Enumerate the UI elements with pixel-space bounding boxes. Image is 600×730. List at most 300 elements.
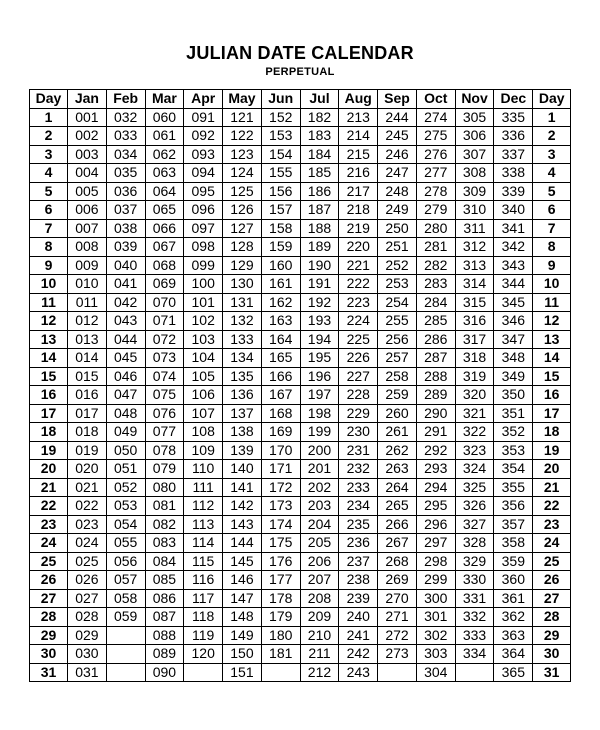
day-number-cell: 22 <box>533 497 571 516</box>
julian-day-cell: 287 <box>416 349 455 368</box>
julian-day-cell: 294 <box>416 478 455 497</box>
julian-day-cell <box>261 663 300 682</box>
julian-day-cell: 145 <box>223 552 262 571</box>
julian-day-cell: 181 <box>261 645 300 664</box>
julian-day-cell: 281 <box>416 238 455 257</box>
julian-day-cell: 330 <box>455 571 494 590</box>
table-row <box>30 349 571 368</box>
julian-day-cell: 262 <box>378 441 417 460</box>
julian-day-cell: 006 <box>68 201 107 220</box>
table-row <box>30 386 571 405</box>
julian-day-cell: 106 <box>184 386 223 405</box>
julian-day-cell: 300 <box>416 589 455 608</box>
julian-day-cell: 124 <box>223 164 262 183</box>
julian-day-cell: 039 <box>106 238 145 257</box>
column-header-month: Dec <box>494 90 533 109</box>
julian-day-cell: 095 <box>184 182 223 201</box>
day-number-cell: 8 <box>533 238 571 257</box>
table-row <box>30 534 571 553</box>
julian-day-cell: 074 <box>145 367 184 386</box>
julian-day-cell: 264 <box>378 478 417 497</box>
julian-day-cell: 170 <box>261 441 300 460</box>
julian-day-cell: 233 <box>339 478 378 497</box>
julian-day-cell: 201 <box>300 460 339 479</box>
table-row <box>30 497 571 516</box>
julian-day-cell: 195 <box>300 349 339 368</box>
julian-day-cell: 066 <box>145 219 184 238</box>
column-header-month: Feb <box>106 90 145 109</box>
julian-day-cell: 273 <box>378 645 417 664</box>
julian-day-cell: 292 <box>416 441 455 460</box>
julian-day-cell: 192 <box>300 293 339 312</box>
julian-day-cell: 031 <box>68 663 107 682</box>
day-number-cell: 16 <box>533 386 571 405</box>
table-row <box>30 182 571 201</box>
day-number-cell: 7 <box>30 219 68 238</box>
julian-day-cell: 232 <box>339 460 378 479</box>
julian-day-cell: 307 <box>455 145 494 164</box>
column-header-month: Jan <box>68 90 107 109</box>
julian-day-cell: 099 <box>184 256 223 275</box>
julian-day-cell: 332 <box>455 608 494 627</box>
day-number-cell: 28 <box>533 608 571 627</box>
julian-day-cell: 313 <box>455 256 494 275</box>
table-row <box>30 404 571 423</box>
julian-day-cell: 014 <box>68 349 107 368</box>
julian-day-cell: 138 <box>223 423 262 442</box>
julian-day-cell: 049 <box>106 423 145 442</box>
julian-day-cell: 194 <box>300 330 339 349</box>
julian-day-cell: 200 <box>300 441 339 460</box>
julian-day-cell: 019 <box>68 441 107 460</box>
julian-day-cell: 210 <box>300 626 339 645</box>
julian-day-cell: 044 <box>106 330 145 349</box>
julian-day-cell: 221 <box>339 256 378 275</box>
day-number-cell: 10 <box>30 275 68 294</box>
julian-day-cell: 220 <box>339 238 378 257</box>
julian-day-cell: 077 <box>145 423 184 442</box>
table-row <box>30 460 571 479</box>
julian-day-cell: 051 <box>106 460 145 479</box>
day-number-cell: 24 <box>533 534 571 553</box>
julian-day-cell: 342 <box>494 238 533 257</box>
julian-day-cell: 345 <box>494 293 533 312</box>
day-number-cell: 7 <box>533 219 571 238</box>
julian-day-cell: 108 <box>184 423 223 442</box>
julian-day-cell: 055 <box>106 534 145 553</box>
julian-day-cell: 272 <box>378 626 417 645</box>
julian-day-cell <box>184 663 223 682</box>
julian-day-cell: 308 <box>455 164 494 183</box>
julian-day-cell: 339 <box>494 182 533 201</box>
julian-day-cell: 115 <box>184 552 223 571</box>
julian-day-cell: 151 <box>223 663 262 682</box>
julian-day-cell: 141 <box>223 478 262 497</box>
julian-day-cell: 356 <box>494 497 533 516</box>
table-row <box>30 127 571 146</box>
julian-day-cell: 160 <box>261 256 300 275</box>
julian-day-cell: 118 <box>184 608 223 627</box>
julian-day-cell: 110 <box>184 460 223 479</box>
julian-day-cell: 302 <box>416 626 455 645</box>
julian-day-cell: 284 <box>416 293 455 312</box>
table-header-row <box>30 90 571 109</box>
julian-day-cell: 217 <box>339 182 378 201</box>
table-row <box>30 367 571 386</box>
julian-day-cell: 088 <box>145 626 184 645</box>
day-number-cell: 1 <box>533 108 571 127</box>
julian-day-cell: 042 <box>106 293 145 312</box>
julian-day-cell: 215 <box>339 145 378 164</box>
julian-day-cell: 341 <box>494 219 533 238</box>
day-number-cell: 3 <box>30 145 68 164</box>
julian-day-cell: 258 <box>378 367 417 386</box>
julian-day-cell: 087 <box>145 608 184 627</box>
julian-day-cell: 069 <box>145 275 184 294</box>
table-row <box>30 552 571 571</box>
julian-day-cell: 364 <box>494 645 533 664</box>
julian-day-cell: 143 <box>223 515 262 534</box>
julian-day-cell: 333 <box>455 626 494 645</box>
julian-day-cell: 171 <box>261 460 300 479</box>
day-number-cell: 22 <box>30 497 68 516</box>
julian-day-cell: 168 <box>261 404 300 423</box>
julian-day-cell: 082 <box>145 515 184 534</box>
day-number-cell: 31 <box>533 663 571 682</box>
day-number-cell: 26 <box>30 571 68 590</box>
julian-day-cell: 298 <box>416 552 455 571</box>
day-number-cell: 21 <box>533 478 571 497</box>
julian-day-cell: 062 <box>145 145 184 164</box>
julian-day-cell: 078 <box>145 441 184 460</box>
day-number-cell: 10 <box>533 275 571 294</box>
julian-day-cell: 353 <box>494 441 533 460</box>
julian-day-cell: 173 <box>261 497 300 516</box>
julian-day-cell: 266 <box>378 515 417 534</box>
julian-day-cell: 295 <box>416 497 455 516</box>
julian-day-cell: 207 <box>300 571 339 590</box>
julian-day-cell: 164 <box>261 330 300 349</box>
day-number-cell: 29 <box>30 626 68 645</box>
julian-day-cell: 247 <box>378 164 417 183</box>
julian-day-cell: 016 <box>68 386 107 405</box>
julian-day-cell: 113 <box>184 515 223 534</box>
julian-day-cell: 280 <box>416 219 455 238</box>
julian-day-cell: 034 <box>106 145 145 164</box>
column-header-month: May <box>223 90 262 109</box>
julian-day-cell: 191 <box>300 275 339 294</box>
day-number-cell: 23 <box>30 515 68 534</box>
julian-day-cell: 222 <box>339 275 378 294</box>
day-number-cell: 19 <box>533 441 571 460</box>
column-header-day-left: Day <box>30 90 68 109</box>
day-number-cell: 11 <box>30 293 68 312</box>
julian-day-cell: 329 <box>455 552 494 571</box>
julian-day-cell: 048 <box>106 404 145 423</box>
julian-day-cell: 299 <box>416 571 455 590</box>
julian-day-cell: 093 <box>184 145 223 164</box>
julian-day-cell: 244 <box>378 108 417 127</box>
day-number-cell: 26 <box>533 571 571 590</box>
julian-day-cell: 365 <box>494 663 533 682</box>
julian-day-cell: 162 <box>261 293 300 312</box>
julian-day-cell: 225 <box>339 330 378 349</box>
table-row <box>30 164 571 183</box>
julian-day-cell: 023 <box>68 515 107 534</box>
julian-day-cell: 133 <box>223 330 262 349</box>
julian-day-cell: 057 <box>106 571 145 590</box>
julian-day-cell: 155 <box>261 164 300 183</box>
julian-day-cell: 114 <box>184 534 223 553</box>
julian-day-cell: 004 <box>68 164 107 183</box>
day-number-cell: 14 <box>30 349 68 368</box>
julian-day-cell: 193 <box>300 312 339 331</box>
julian-day-cell: 073 <box>145 349 184 368</box>
julian-day-cell: 065 <box>145 201 184 220</box>
day-number-cell: 29 <box>533 626 571 645</box>
julian-day-cell: 278 <box>416 182 455 201</box>
julian-day-cell: 120 <box>184 645 223 664</box>
julian-day-cell: 086 <box>145 589 184 608</box>
julian-day-cell: 358 <box>494 534 533 553</box>
julian-day-cell: 029 <box>68 626 107 645</box>
day-number-cell: 24 <box>30 534 68 553</box>
julian-day-cell: 249 <box>378 201 417 220</box>
julian-day-cell: 152 <box>261 108 300 127</box>
julian-day-cell: 024 <box>68 534 107 553</box>
julian-day-cell: 169 <box>261 423 300 442</box>
day-number-cell: 25 <box>30 552 68 571</box>
julian-day-cell: 123 <box>223 145 262 164</box>
day-number-cell: 27 <box>533 589 571 608</box>
julian-day-cell: 261 <box>378 423 417 442</box>
julian-day-cell: 148 <box>223 608 262 627</box>
column-header-month: Aug <box>339 90 378 109</box>
julian-day-cell: 070 <box>145 293 184 312</box>
day-number-cell: 30 <box>30 645 68 664</box>
julian-day-cell: 305 <box>455 108 494 127</box>
julian-day-cell: 052 <box>106 478 145 497</box>
table-row <box>30 330 571 349</box>
julian-day-cell: 072 <box>145 330 184 349</box>
julian-day-cell: 331 <box>455 589 494 608</box>
julian-day-cell: 076 <box>145 404 184 423</box>
julian-day-cell: 199 <box>300 423 339 442</box>
day-number-cell: 5 <box>533 182 571 201</box>
julian-day-cell: 349 <box>494 367 533 386</box>
julian-day-cell: 289 <box>416 386 455 405</box>
julian-day-cell: 027 <box>68 589 107 608</box>
julian-day-cell: 326 <box>455 497 494 516</box>
julian-day-cell: 036 <box>106 182 145 201</box>
day-number-cell: 28 <box>30 608 68 627</box>
table-row <box>30 145 571 164</box>
day-number-cell: 4 <box>533 164 571 183</box>
julian-day-cell: 231 <box>339 441 378 460</box>
julian-day-cell: 291 <box>416 423 455 442</box>
julian-day-cell: 068 <box>145 256 184 275</box>
julian-day-cell <box>106 626 145 645</box>
julian-day-cell: 344 <box>494 275 533 294</box>
julian-day-cell: 348 <box>494 349 533 368</box>
julian-day-cell: 256 <box>378 330 417 349</box>
julian-day-cell: 197 <box>300 386 339 405</box>
julian-day-cell: 015 <box>68 367 107 386</box>
julian-day-cell: 335 <box>494 108 533 127</box>
julian-day-cell: 362 <box>494 608 533 627</box>
day-number-cell: 13 <box>533 330 571 349</box>
day-number-cell: 31 <box>30 663 68 682</box>
julian-day-cell: 172 <box>261 478 300 497</box>
julian-day-cell: 352 <box>494 423 533 442</box>
julian-day-cell: 067 <box>145 238 184 257</box>
table-row <box>30 293 571 312</box>
julian-date-table <box>29 89 571 682</box>
julian-day-cell: 203 <box>300 497 339 516</box>
julian-day-cell: 033 <box>106 127 145 146</box>
julian-day-cell: 187 <box>300 201 339 220</box>
julian-day-cell: 312 <box>455 238 494 257</box>
julian-day-cell: 020 <box>68 460 107 479</box>
julian-day-cell: 079 <box>145 460 184 479</box>
julian-day-cell: 359 <box>494 552 533 571</box>
julian-day-cell: 320 <box>455 386 494 405</box>
julian-day-cell: 161 <box>261 275 300 294</box>
julian-day-cell: 038 <box>106 219 145 238</box>
julian-day-cell: 206 <box>300 552 339 571</box>
julian-day-cell: 010 <box>68 275 107 294</box>
julian-day-cell: 096 <box>184 201 223 220</box>
julian-day-cell: 271 <box>378 608 417 627</box>
julian-day-cell: 363 <box>494 626 533 645</box>
day-number-cell: 30 <box>533 645 571 664</box>
julian-day-cell: 153 <box>261 127 300 146</box>
julian-day-cell: 282 <box>416 256 455 275</box>
julian-day-cell: 103 <box>184 330 223 349</box>
julian-day-cell: 198 <box>300 404 339 423</box>
julian-day-cell: 185 <box>300 164 339 183</box>
julian-day-cell: 315 <box>455 293 494 312</box>
julian-day-cell: 026 <box>68 571 107 590</box>
julian-day-cell: 338 <box>494 164 533 183</box>
column-header-month: Jun <box>261 90 300 109</box>
julian-day-cell: 209 <box>300 608 339 627</box>
julian-day-cell: 111 <box>184 478 223 497</box>
julian-day-cell: 092 <box>184 127 223 146</box>
column-header-month: Jul <box>300 90 339 109</box>
julian-day-cell: 159 <box>261 238 300 257</box>
julian-day-cell: 250 <box>378 219 417 238</box>
julian-day-cell: 336 <box>494 127 533 146</box>
julian-day-cell: 324 <box>455 460 494 479</box>
julian-day-cell: 122 <box>223 127 262 146</box>
julian-day-cell: 047 <box>106 386 145 405</box>
column-header-month: Sep <box>378 90 417 109</box>
day-number-cell: 6 <box>30 201 68 220</box>
julian-day-cell: 196 <box>300 367 339 386</box>
julian-day-cell: 130 <box>223 275 262 294</box>
table-row <box>30 201 571 220</box>
julian-day-cell: 255 <box>378 312 417 331</box>
julian-day-cell: 253 <box>378 275 417 294</box>
julian-day-cell: 237 <box>339 552 378 571</box>
julian-day-cell: 246 <box>378 145 417 164</box>
julian-day-cell: 107 <box>184 404 223 423</box>
julian-day-cell: 022 <box>68 497 107 516</box>
julian-day-cell: 058 <box>106 589 145 608</box>
julian-day-cell: 296 <box>416 515 455 534</box>
day-number-cell: 5 <box>30 182 68 201</box>
julian-day-cell: 156 <box>261 182 300 201</box>
day-number-cell: 13 <box>30 330 68 349</box>
julian-day-cell: 163 <box>261 312 300 331</box>
julian-day-cell: 243 <box>339 663 378 682</box>
day-number-cell: 4 <box>30 164 68 183</box>
table-row <box>30 256 571 275</box>
julian-day-cell: 277 <box>416 164 455 183</box>
julian-day-cell: 283 <box>416 275 455 294</box>
julian-day-cell: 085 <box>145 571 184 590</box>
julian-day-cell: 003 <box>68 145 107 164</box>
julian-day-cell: 245 <box>378 127 417 146</box>
table-row <box>30 515 571 534</box>
julian-day-cell: 154 <box>261 145 300 164</box>
column-header-month: Mar <box>145 90 184 109</box>
julian-day-cell: 105 <box>184 367 223 386</box>
julian-day-cell: 265 <box>378 497 417 516</box>
julian-day-cell <box>455 663 494 682</box>
julian-day-cell: 084 <box>145 552 184 571</box>
julian-day-cell: 134 <box>223 349 262 368</box>
julian-day-cell: 340 <box>494 201 533 220</box>
julian-day-cell: 314 <box>455 275 494 294</box>
julian-day-cell: 091 <box>184 108 223 127</box>
julian-day-cell: 054 <box>106 515 145 534</box>
day-number-cell: 2 <box>30 127 68 146</box>
julian-day-cell: 017 <box>68 404 107 423</box>
julian-day-cell: 005 <box>68 182 107 201</box>
day-number-cell: 21 <box>30 478 68 497</box>
julian-day-cell: 064 <box>145 182 184 201</box>
julian-day-cell: 321 <box>455 404 494 423</box>
julian-day-cell: 013 <box>68 330 107 349</box>
julian-day-cell: 144 <box>223 534 262 553</box>
day-number-cell: 18 <box>30 423 68 442</box>
julian-day-cell: 205 <box>300 534 339 553</box>
day-number-cell: 27 <box>30 589 68 608</box>
julian-day-cell: 117 <box>184 589 223 608</box>
julian-day-cell: 327 <box>455 515 494 534</box>
julian-day-cell: 248 <box>378 182 417 201</box>
julian-day-cell: 202 <box>300 478 339 497</box>
page-subtitle: PERPETUAL <box>265 66 335 78</box>
julian-day-cell: 337 <box>494 145 533 164</box>
julian-day-cell: 263 <box>378 460 417 479</box>
julian-day-cell: 098 <box>184 238 223 257</box>
julian-day-cell: 116 <box>184 571 223 590</box>
julian-day-cell: 025 <box>68 552 107 571</box>
julian-day-cell: 270 <box>378 589 417 608</box>
table-row <box>30 478 571 497</box>
julian-day-cell: 043 <box>106 312 145 331</box>
day-number-cell: 17 <box>533 404 571 423</box>
julian-day-cell: 188 <box>300 219 339 238</box>
julian-day-cell: 238 <box>339 571 378 590</box>
julian-day-cell: 304 <box>416 663 455 682</box>
julian-day-cell: 167 <box>261 386 300 405</box>
table-body <box>30 108 571 682</box>
julian-day-cell: 175 <box>261 534 300 553</box>
